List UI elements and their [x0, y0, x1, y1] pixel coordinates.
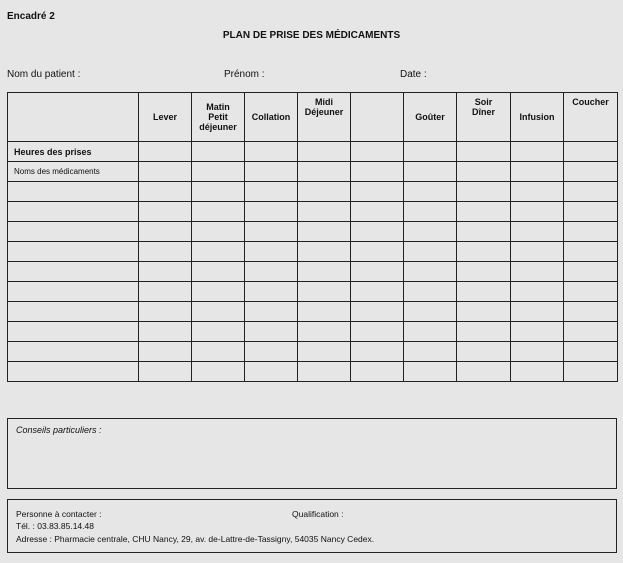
schedule-cell[interactable] [139, 362, 192, 382]
address: Adresse : Pharmacie centrale, CHU Nancy, 29, av. de-Lattre-de-Tassigny, 54035 Nancy Cedex. [16, 534, 375, 544]
contact-person-label: Personne à contacter : [16, 509, 102, 519]
column-header-blank [351, 93, 404, 142]
schedule-cell[interactable] [298, 322, 351, 342]
schedule-cell[interactable] [564, 222, 618, 242]
schedule-cell[interactable] [404, 262, 457, 282]
schedule-cell[interactable] [192, 302, 245, 322]
schedule-cell[interactable] [139, 262, 192, 282]
date-field[interactable]: Date : [400, 69, 427, 80]
schedule-cell[interactable] [511, 262, 564, 282]
schedule-cell[interactable] [351, 302, 404, 322]
schedule-cell[interactable] [192, 202, 245, 222]
schedule-cell[interactable] [457, 322, 511, 342]
row-label [8, 282, 139, 302]
schedule-cell[interactable] [192, 162, 245, 182]
row-label [8, 362, 139, 382]
schedule-cell[interactable] [404, 322, 457, 342]
schedule-cell[interactable] [564, 322, 618, 342]
schedule-cell[interactable] [245, 302, 298, 322]
schedule-cell[interactable] [351, 222, 404, 242]
row-label: Noms des médicaments [8, 162, 139, 182]
schedule-cell[interactable] [245, 362, 298, 382]
schedule-cell[interactable] [298, 182, 351, 202]
table-row [8, 302, 618, 322]
schedule-cell[interactable] [511, 162, 564, 182]
advice-label: Conseils particuliers : [16, 425, 102, 435]
schedule-cell[interactable] [351, 362, 404, 382]
schedule-cell[interactable] [564, 242, 618, 262]
schedule-cell[interactable] [457, 142, 511, 162]
schedule-cell[interactable] [351, 162, 404, 182]
table-header-row [8, 93, 618, 142]
schedule-cell[interactable] [351, 342, 404, 362]
schedule-cell[interactable] [511, 222, 564, 242]
schedule-cell[interactable] [404, 302, 457, 322]
column-header-collation: Collation [245, 93, 298, 142]
schedule-cell[interactable] [457, 302, 511, 322]
schedule-cell[interactable] [457, 262, 511, 282]
schedule-cell[interactable] [139, 222, 192, 242]
schedule-cell[interactable] [192, 362, 245, 382]
schedule-cell[interactable] [564, 162, 618, 182]
patient-name-field[interactable]: Nom du patient : [7, 69, 81, 80]
table-row [8, 162, 618, 182]
schedule-cell[interactable] [511, 362, 564, 382]
row-label: Heures des prises [8, 142, 139, 162]
schedule-cell[interactable] [245, 222, 298, 242]
row-label [8, 242, 139, 262]
schedule-cell[interactable] [564, 202, 618, 222]
schedule-cell[interactable] [511, 242, 564, 262]
schedule-cell[interactable] [351, 242, 404, 262]
row-label [8, 182, 139, 202]
schedule-cell[interactable] [245, 182, 298, 202]
schedule-cell[interactable] [298, 342, 351, 362]
schedule-cell[interactable] [404, 142, 457, 162]
schedule-cell[interactable] [139, 242, 192, 262]
schedule-cell[interactable] [245, 282, 298, 302]
schedule-cell[interactable] [139, 282, 192, 302]
schedule-cell[interactable] [245, 242, 298, 262]
schedule-cell[interactable] [192, 262, 245, 282]
schedule-cell[interactable] [511, 182, 564, 202]
schedule-cell[interactable] [351, 202, 404, 222]
schedule-cell[interactable] [564, 182, 618, 202]
row-label [8, 322, 139, 342]
schedule-cell[interactable] [192, 282, 245, 302]
schedule-cell[interactable] [457, 362, 511, 382]
schedule-cell[interactable] [457, 202, 511, 222]
schedule-cell[interactable] [511, 322, 564, 342]
schedule-cell[interactable] [245, 162, 298, 182]
schedule-cell[interactable] [511, 342, 564, 362]
page-title: PLAN DE PRISE DES MÉDICAMENTS [222, 30, 401, 41]
schedule-cell[interactable] [245, 142, 298, 162]
schedule-cell[interactable] [192, 182, 245, 202]
schedule-cell[interactable] [298, 282, 351, 302]
row-label [8, 342, 139, 362]
column-header-matin: Matin Petit déjeuner [192, 93, 245, 142]
schedule-cell[interactable] [564, 142, 618, 162]
schedule-cell[interactable] [192, 242, 245, 262]
schedule-cell[interactable] [245, 342, 298, 362]
schedule-cell[interactable] [511, 142, 564, 162]
column-header-lever: Lever [139, 93, 192, 142]
schedule-cell[interactable] [564, 282, 618, 302]
schedule-cell[interactable] [404, 202, 457, 222]
table-row [8, 202, 618, 222]
schedule-cell[interactable] [564, 302, 618, 322]
first-name-field[interactable]: Prénom : [224, 69, 265, 80]
schedule-cell[interactable] [351, 182, 404, 202]
column-header-gouter: Goûter [404, 93, 457, 142]
column-header-empty [8, 93, 139, 142]
row-label [8, 222, 139, 242]
row-label [8, 202, 139, 222]
schedule-cell[interactable] [351, 282, 404, 302]
schedule-cell[interactable] [139, 162, 192, 182]
schedule-cell[interactable] [457, 162, 511, 182]
schedule-cell[interactable] [404, 242, 457, 262]
schedule-cell[interactable] [139, 342, 192, 362]
schedule-cell[interactable] [404, 162, 457, 182]
column-header-soir: Soir Dîner [457, 93, 511, 142]
schedule-cell[interactable] [298, 142, 351, 162]
schedule-cell[interactable] [404, 342, 457, 362]
schedule-cell[interactable] [351, 322, 404, 342]
schedule-cell[interactable] [404, 282, 457, 302]
schedule-cell[interactable] [564, 362, 618, 382]
schedule-cell[interactable] [404, 182, 457, 202]
advice-box[interactable] [7, 418, 617, 489]
table-row [8, 322, 618, 342]
schedule-cell[interactable] [351, 142, 404, 162]
box-label: Encadré 2 [7, 11, 55, 22]
schedule-cell[interactable] [192, 142, 245, 162]
table-row [8, 222, 618, 242]
row-label [8, 262, 139, 282]
schedule-cell[interactable] [139, 302, 192, 322]
table-row [8, 242, 618, 262]
schedule-cell[interactable] [245, 322, 298, 342]
table-row [8, 182, 618, 202]
schedule-cell[interactable] [511, 202, 564, 222]
schedule-cell[interactable] [192, 322, 245, 342]
schedule-cell[interactable] [351, 262, 404, 282]
table-row [8, 142, 618, 162]
schedule-cell[interactable] [457, 282, 511, 302]
table-row [8, 362, 618, 382]
column-header-midi: Midi Déjeuner [298, 93, 351, 142]
schedule-cell[interactable] [457, 242, 511, 262]
table-row [8, 342, 618, 362]
schedule-cell[interactable] [404, 362, 457, 382]
schedule-cell[interactable] [298, 222, 351, 242]
schedule-cell[interactable] [457, 342, 511, 362]
schedule-cell[interactable] [457, 222, 511, 242]
schedule-cell[interactable] [139, 142, 192, 162]
schedule-cell[interactable] [139, 182, 192, 202]
qualification-label: Qualification : [292, 509, 344, 519]
schedule-cell[interactable] [564, 342, 618, 362]
schedule-cell[interactable] [298, 262, 351, 282]
phone-number: Tél. : 03.83.85.14.48 [16, 521, 94, 531]
schedule-cell[interactable] [139, 202, 192, 222]
schedule-cell[interactable] [298, 302, 351, 322]
schedule-cell[interactable] [298, 362, 351, 382]
schedule-cell[interactable] [192, 342, 245, 362]
contact-box [7, 499, 617, 553]
schedule-cell[interactable] [511, 302, 564, 322]
table-row [8, 282, 618, 302]
schedule-cell[interactable] [298, 162, 351, 182]
table-row [8, 262, 618, 282]
row-label [8, 302, 139, 322]
schedule-cell[interactable] [192, 222, 245, 242]
schedule-cell[interactable] [245, 202, 298, 222]
schedule-cell[interactable] [564, 262, 618, 282]
schedule-cell[interactable] [245, 262, 298, 282]
schedule-cell[interactable] [298, 242, 351, 262]
schedule-cell[interactable] [457, 182, 511, 202]
column-header-coucher: Coucher [564, 93, 618, 142]
schedule-cell[interactable] [511, 282, 564, 302]
column-header-infusion: Infusion [511, 93, 564, 142]
schedule-cell[interactable] [404, 222, 457, 242]
schedule-cell[interactable] [139, 322, 192, 342]
medication-schedule-table [7, 92, 618, 382]
schedule-cell[interactable] [298, 202, 351, 222]
